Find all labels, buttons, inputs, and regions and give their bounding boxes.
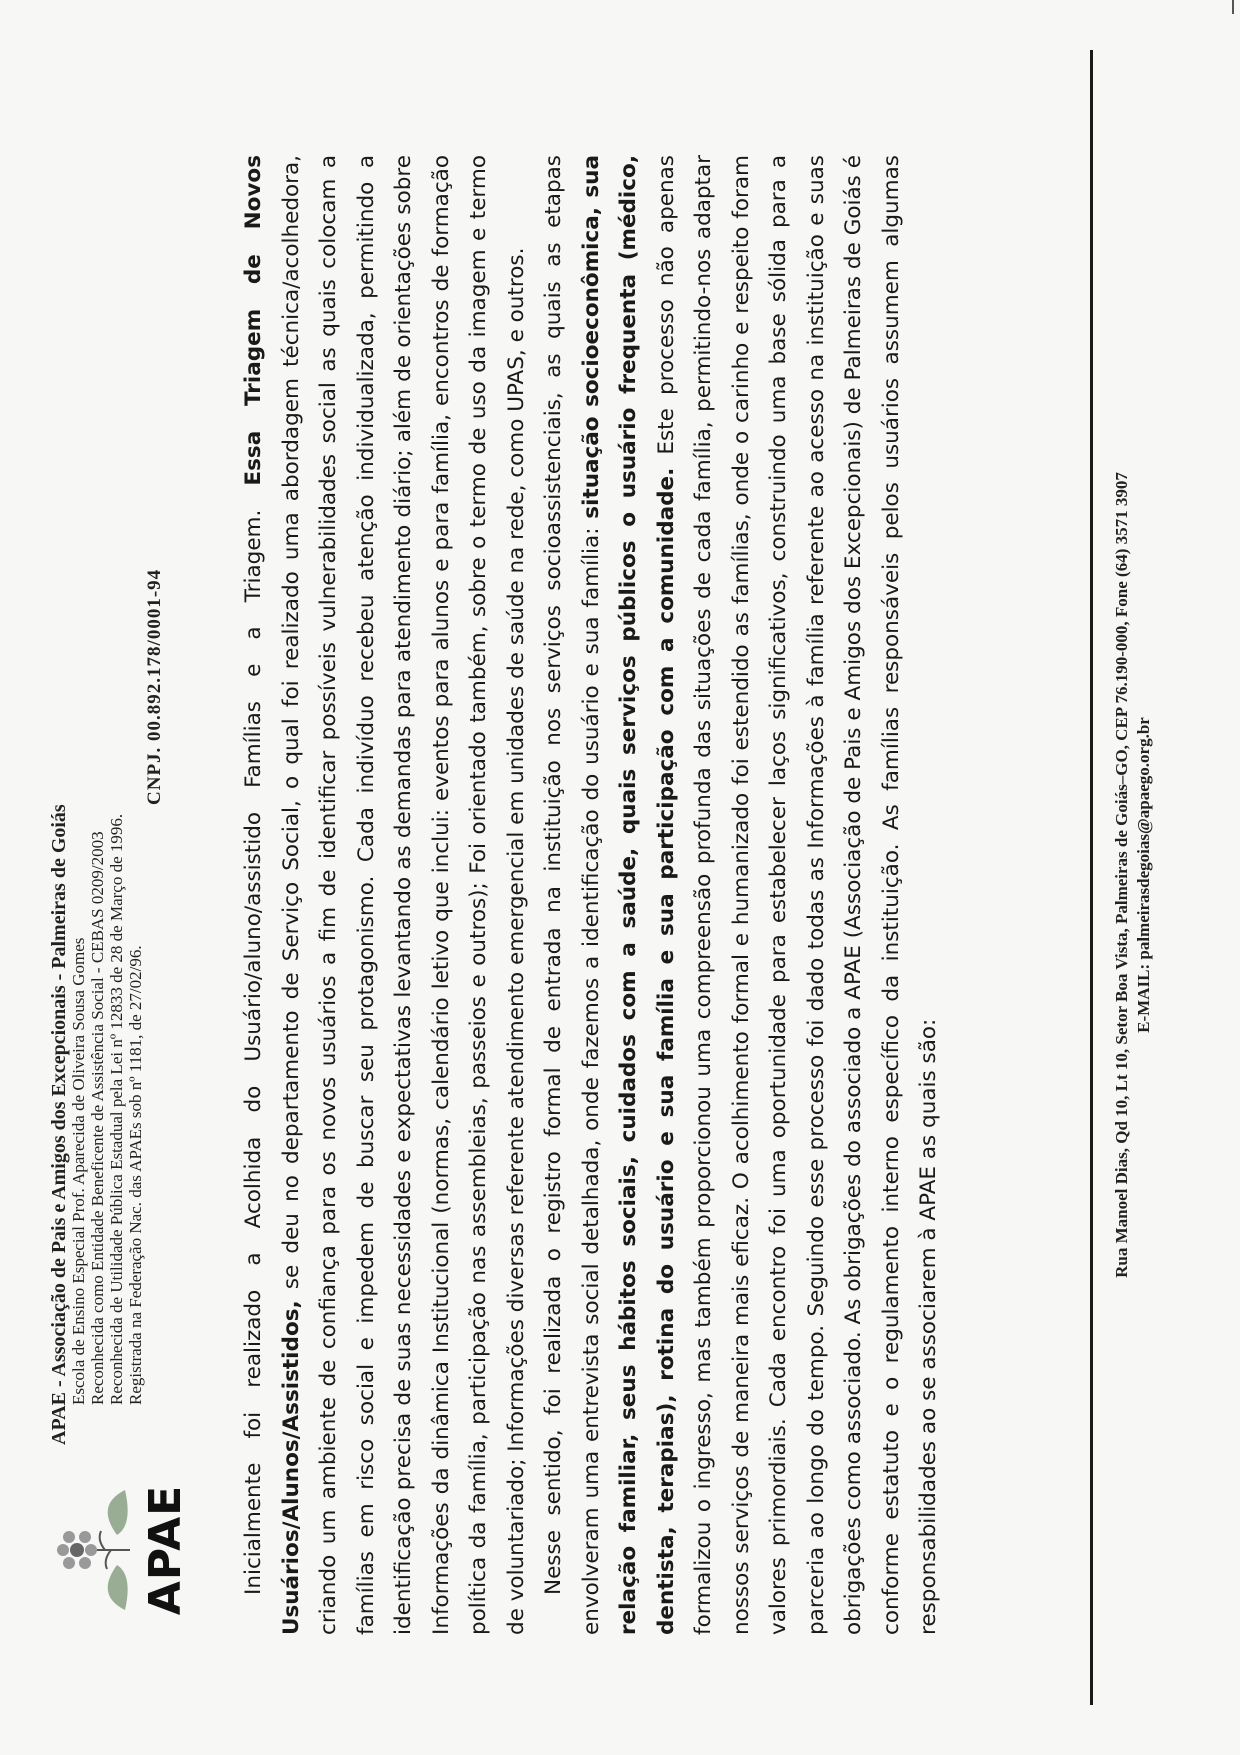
public-utility-line: Reconhecida de Utilidade Pública Estadual pela Lei nº 12833 de 28 de Março de 1996. [107, 813, 126, 1405]
school-name: Escola de Ensino Especial Prof. Aparecida de Oliveira Sousa Gomes [69, 937, 88, 1405]
paragraph-1 [235, 155, 535, 1635]
cnpj: CNPJ. 00.892.178/0001-94 [144, 568, 165, 805]
letterhead [40, 135, 190, 1635]
footer-email: E-MAIL: palmeirasdegoias@apaego.org.br [1134, 717, 1153, 1033]
footer-rule [1090, 50, 1093, 1705]
federation-line: Registrada na Federação Nac. das APAEs sob nº 1181, de 27/02/96. [126, 945, 145, 1405]
flower-hands-icon [45, 1465, 145, 1635]
paragraph-2 [535, 155, 948, 1635]
footer-address: Rua Manoel Dias, Qd 10, Lt 10, Setor Boa Vista, Palmeiras de Goiás–GO, CEP 76.190-000, Fone (64) 3571 3907 [1112, 472, 1131, 1278]
logo-text: APAE [140, 1484, 191, 1616]
p2-text-a: Nesse sentido, foi realizada o registro formal de entrada na instituição nos serviços socioassistenciais, as quais as etapas envolveram uma entrevista social detalhada, onde fazemos a identificação do usuário e sua família: [541, 155, 604, 1635]
p1-bold: Essa Triagem de Novos Usuários/Alunos/Assistidos, [241, 155, 304, 1635]
footer [1090, 45, 1155, 1705]
document-body [235, 155, 948, 1635]
apae-logo [45, 1465, 191, 1635]
p2-text-c: Este processo não apenas formalizou o ingresso, mas também proporcionou uma compreensão profunda das situações de cada família, permitindo-nos adaptar nossos serviços de maneira mais eficaz. O acolhimento formal e humanizado foi estendido as famílias, onde o carinho e respeito foram valores primordiais. Cada encontro foi uma oportunidade para estabelecer laços significativos, construindo uma base sólida para a parceria ao longo do tempo. Seguindo esse processo foi dado todas as Informações à família referente ao acesso na instituição e suas obrigações como associado. As obrigações do associado a APAE (Associação de Pais e Amigos dos Excepcionais) de Palmeiras de Goiás é conforme estatuto e o regulamento interno específico da instituição. As famílias responsáveis pelos usuários assumem algumas responsabilidades ao se associarem à APAE as quais são: [653, 155, 941, 1635]
p2-bold: situação socioeconômica, sua relação familiar, seus hábitos sociais, cuidados com a saúde, quais serviços públicos o usuário frequenta (médico, dentista, terapias), rotina do usuário e sua família e sua participação com a comunidade. [578, 155, 679, 1635]
p1-text-c: se deu no departamento de Serviço Social, o qual foi realizado uma abordagem técnica/acolhedora, criando um ambiente de confiança para os novos usuários a fim de identificar possíveis vulnerabilidades social as quais colocam a famílias em risco social e impedem de buscar seu protagonismo. Cada indivíduo recebeu atenção individualizada, permitindo a identificação precisa de suas necessidades e expectativas levantando as demandas para atendimento diário; além de orientações sobre Informações da dinâmica Institucional (normas, calendário letivo que inclui: eventos para alunos e para família, encontros de formação política da família, participação nas assembleias, passeios e outros); Foi orientado também, sobre o termo de uso da imagem e termo de voluntariado; Informações diversas referente atendimento emergencial em unidades de saúde na rede, como UPAS, e outros. [278, 155, 529, 1635]
letterhead-text [50, 345, 164, 1445]
org-name: APAE - Associação de Pais e Amigos dos Excepcionais - Palmeiras de Goiás [48, 804, 70, 1445]
p1-text-a: Inicialmente foi realizado a Acolhida do Usuário/aluno/assistido Famílias e a Triagem. [241, 485, 266, 1595]
cebas-line: Reconhecida como Entidade Beneficente de Assistência Social - CEBAS 0209/2003 [88, 831, 107, 1405]
